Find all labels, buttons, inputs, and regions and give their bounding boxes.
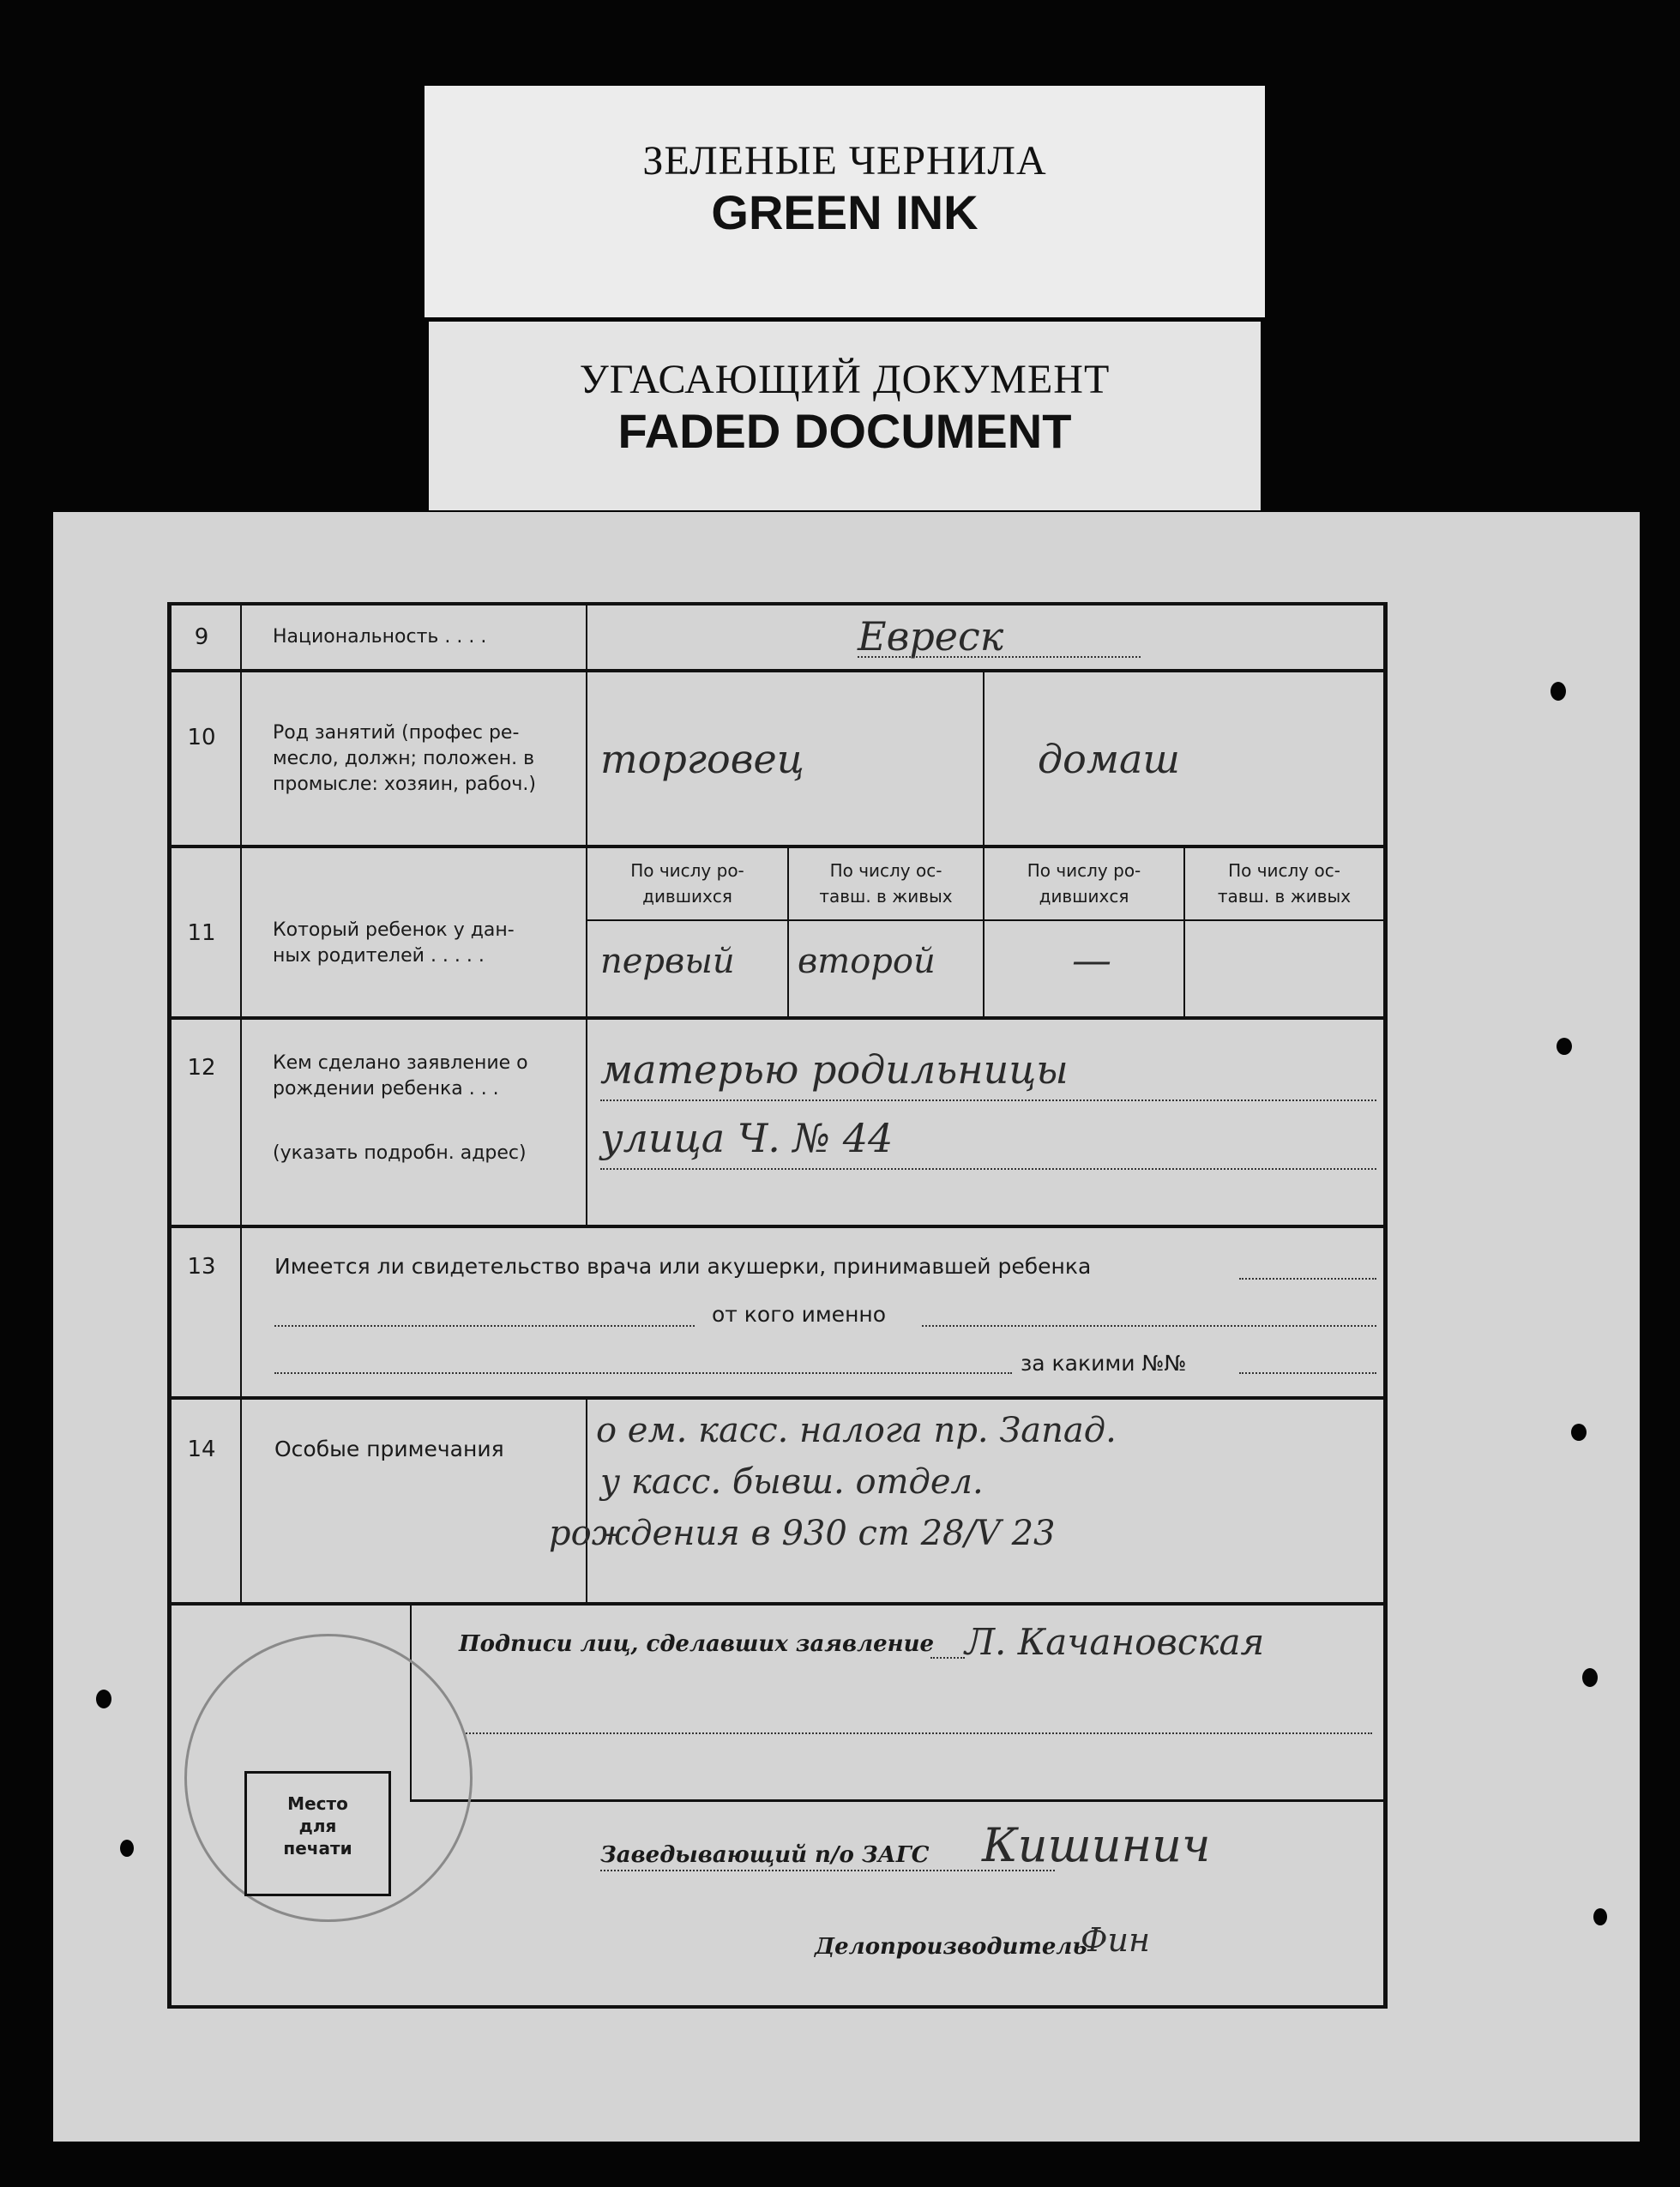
column-divider (240, 602, 242, 1602)
row-14-number: 14 (187, 1437, 216, 1462)
row-9-number: 9 (194, 624, 209, 650)
row-13-dots-2 (274, 1325, 695, 1327)
row-11-header-divider (587, 919, 1383, 921)
row-12-line-2 (600, 1168, 1376, 1170)
row-9-value: Евреск (858, 613, 1004, 660)
row-12-label: Кем сделано заявление о рождении ребенка . . . (273, 1052, 528, 1100)
row-9-line (858, 656, 1141, 658)
row-10-mother-occupation: домаш (1038, 736, 1180, 782)
row-11-number: 11 (187, 920, 216, 946)
punch-hole (1551, 682, 1566, 701)
row-divider (167, 1602, 1383, 1606)
row-10-father-occupation: торговец (600, 736, 804, 782)
punch-hole (1593, 1908, 1607, 1925)
applicants-signature-label: Подписи лиц, сделавших заявление (459, 1631, 935, 1657)
column-divider (983, 669, 985, 1016)
clerk-label: Делопроизводитель (815, 1934, 1087, 1960)
row-9-label: Национальность . . . . (273, 626, 487, 648)
row-11-header-1: По числу ро- дившихся (630, 860, 744, 907)
applicants-signature-line (930, 1657, 965, 1659)
row-10-label: Род занятий (профес ре- месло, должн; положен. в промысле: хозяин, рабоч.) (273, 722, 537, 795)
column-divider (586, 602, 587, 1225)
row-14-note-2: у касс. бывш. отдел. (600, 1462, 984, 1502)
row-12-number: 12 (187, 1055, 216, 1081)
row-12-address-label: (указать подробн. адрес) (273, 1142, 527, 1164)
row-11-value-3: — (1072, 937, 1111, 983)
stamp-place-label: Место для печати (283, 1793, 352, 1859)
row-14-label: Особые примечания (274, 1437, 504, 1461)
applicant-signature: Л. Качановская (965, 1621, 1265, 1663)
row-11-header-2: По числу ос- тавш. в живых (819, 860, 953, 907)
row-11-label: Который ребенок у дан- ных родителей . . . . . (273, 919, 515, 967)
green-ink-ru: ЗЕЛЕНЫЕ ЧЕРНИЛА (642, 138, 1047, 184)
faded-document-en: FADED DOCUMENT (617, 404, 1072, 458)
row-10-number: 10 (187, 725, 216, 750)
row-13-line-3: за какими №№ (1021, 1351, 1187, 1376)
faded-document-ru: УГАСАЮЩИЙ ДОКУМЕНТ (579, 357, 1111, 402)
row-13-line-2: от кого именно (712, 1302, 887, 1327)
row-13-dots-3 (922, 1325, 1376, 1327)
row-11-header-3: По числу ро- дившихся (1027, 860, 1141, 907)
row-14-note-1: о ем. касс. налога пр. Запад. (596, 1411, 1117, 1450)
punch-hole (120, 1840, 134, 1857)
green-ink-label-card (425, 86, 1265, 317)
row-divider (167, 669, 1383, 672)
row-11-value-1: первый (600, 942, 735, 981)
applicants-signature-line-2 (463, 1732, 1372, 1734)
row-13-dots-1 (1239, 1278, 1376, 1280)
clerk-signature: Фин (1081, 1921, 1151, 1959)
row-divider (167, 1225, 1383, 1228)
row-13-dots-5 (1239, 1372, 1376, 1374)
column-divider (586, 1396, 587, 1602)
punch-hole (1557, 1038, 1572, 1055)
punch-hole (1582, 1668, 1598, 1687)
row-14-note-3: рождения в 930 ст 28/V 23 (549, 1514, 1056, 1553)
zags-head-label: Заведывающий п/о ЗАГС (600, 1842, 930, 1868)
punch-hole (1571, 1424, 1587, 1441)
row-divider (167, 1396, 1383, 1400)
faded-document-label-card (429, 322, 1261, 510)
stamp-place-box (244, 1771, 391, 1896)
row-13-line-1: Имеется ли свидетельство врача или акушерки, принимавшей ребенка (274, 1254, 1092, 1279)
row-12-value-2: улица Ч. № 44 (600, 1115, 894, 1161)
row-divider (167, 1016, 1383, 1020)
row-11-header-4: По числу ос- тавш. в живых (1217, 860, 1352, 907)
row-12-line-1 (600, 1100, 1376, 1101)
zags-head-signature: Кишинич (982, 1818, 1211, 1872)
signature-divider (410, 1799, 1383, 1802)
row-12-value-1: матерью родильницы (600, 1046, 1069, 1093)
green-ink-en: GREEN INK (711, 185, 978, 239)
row-11-value-2: второй (798, 942, 936, 981)
row-divider (167, 845, 1383, 848)
row-13-number: 13 (187, 1254, 216, 1280)
punch-hole (96, 1690, 111, 1708)
row-13-dots-4 (274, 1372, 1012, 1374)
